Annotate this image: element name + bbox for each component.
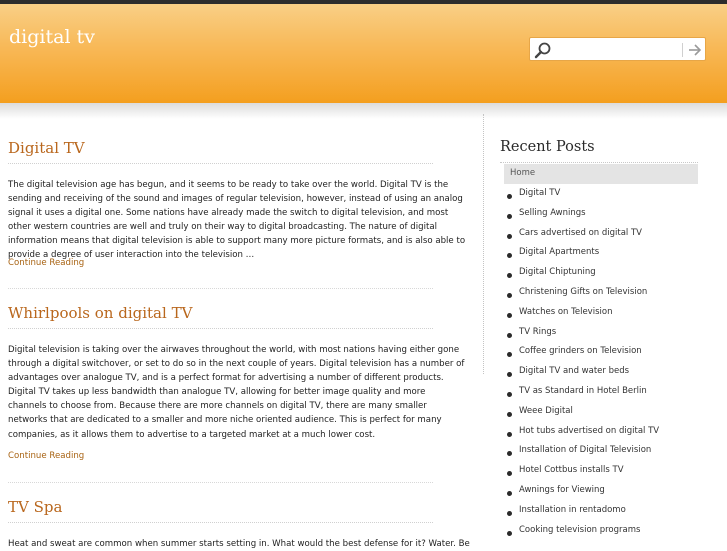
disc-bullet-icon [507, 253, 512, 258]
disc-bullet-icon [507, 352, 512, 357]
recent-post-item[interactable] [504, 204, 698, 224]
header-shadow [0, 103, 727, 119]
sidebar-divider [483, 114, 484, 374]
post-separator [8, 288, 433, 289]
recent-post-label: Installation in rentadomo [519, 504, 626, 515]
recent-post-label: Digital Chiptuning [519, 267, 596, 278]
post-digital-tv [8, 139, 466, 268]
site-title[interactable]: digital tv [9, 26, 95, 48]
recent-posts-heading: Recent Posts [500, 139, 595, 155]
recent-post-label: Christening Gifts on Television [519, 286, 648, 297]
recent-post-item[interactable] [504, 283, 698, 303]
search-separator [682, 43, 683, 57]
post-title-rule [8, 163, 433, 164]
recent-post-item[interactable] [504, 224, 698, 244]
disc-bullet-icon [507, 313, 512, 318]
recent-post-item[interactable] [504, 184, 698, 204]
recent-post-label: Watches on Television [519, 306, 613, 317]
recent-post-item[interactable] [504, 263, 698, 283]
disc-bullet-icon [507, 432, 512, 437]
recent-post-item[interactable] [504, 362, 698, 382]
sidebar-title-rule [500, 162, 698, 163]
post-title[interactable]: Whirlpools on digital TV [8, 304, 193, 322]
post-title-rule [8, 328, 433, 329]
site-header [0, 4, 727, 103]
recent-post-label: Digital Apartments [519, 247, 600, 258]
recent-posts-list [504, 164, 698, 540]
recent-post-label: Installation of Digital Television [519, 445, 652, 456]
arrow-right-icon[interactable] [685, 41, 705, 59]
post-excerpt: The digital television age has begun, and it seems to be ready to take over the world. Digital TV is the sending and receiving of the sound and images of regular television, however, instead of using an analog signal it uses a digital one. Some nations have already made the switch to digital television, and most other western countries are well and truly on their way to digital broadcasting. The nature of digital information means that digital television is able to support many more picture formats, and is also able to provide a degree of user interaction into the television … [8, 180, 466, 261]
disc-bullet-icon [507, 273, 512, 278]
recent-post-item[interactable] [504, 422, 698, 442]
recent-post-item[interactable] [504, 501, 698, 521]
main-content [0, 119, 482, 549]
recent-post-label: Hotel Cottbus installs TV [519, 465, 624, 476]
disc-bullet-icon [507, 511, 512, 516]
recent-post-item[interactable] [504, 342, 698, 362]
recent-post-item[interactable] [504, 323, 698, 343]
recent-post-label: TV as Standard in Hotel Berlin [519, 385, 647, 396]
disc-bullet-icon [507, 214, 512, 219]
recent-post-label: Weee Digital [519, 405, 573, 416]
recent-post-item[interactable] [504, 481, 698, 501]
disc-bullet-icon [507, 531, 512, 536]
recent-post-item[interactable] [504, 441, 698, 461]
recent-post-label: Cooking television programs [519, 524, 641, 535]
continue-reading-link[interactable]: Continue Reading [8, 258, 85, 268]
disc-bullet-icon [507, 293, 512, 298]
recent-post-label: Selling Awnings [519, 207, 586, 218]
post-title[interactable]: Digital TV [8, 139, 85, 157]
disc-bullet-icon [507, 194, 512, 199]
post-separator [8, 482, 433, 483]
recent-post-label: Coffee grinders on Television [519, 346, 642, 357]
disc-bullet-icon [507, 333, 512, 338]
post-title[interactable]: TV Spa [8, 498, 63, 516]
recent-item-home[interactable]: Home [504, 164, 698, 184]
continue-reading-link[interactable]: Continue Reading [8, 451, 85, 461]
post-title-rule [8, 522, 433, 523]
recent-post-item[interactable] [504, 521, 698, 541]
recent-post-label: Awnings for Viewing [519, 484, 605, 495]
recent-post-item[interactable] [504, 402, 698, 422]
disc-bullet-icon [507, 372, 512, 377]
recent-post-label: Digital TV and water beds [519, 366, 630, 377]
sidebar [500, 137, 700, 535]
recent-post-label: Hot tubs advertised on digital TV [519, 425, 660, 436]
post-excerpt: Digital television is taking over the airwaves throughout the world, with most nations having either gone through a digital switchover, or set to do so in the next couple of years. Digital television has a number of advantages over analogue TV, and is a perfect format for advertising a number of different products. Digital TV takes up less bandwidth than analogue TV, allowing for better image quality and more channels to choose from. Because there are more channels on digital TV, there are many smaller networks that are dedicated to a smaller and more niche oriented audience. This is perfect for many companies, as it allows them to advertise to a targeted market at a much lower cost. [8, 345, 465, 440]
recent-post-label: Cars advertised on digital TV [519, 227, 642, 238]
post-tv-spa [8, 498, 470, 549]
recent-post-item[interactable] [504, 303, 698, 323]
magnifier-icon [533, 41, 553, 59]
disc-bullet-icon [507, 491, 512, 496]
post-excerpt: Heat and sweat are common when summer starts setting in. What would the best defense for it? Water. Be [8, 539, 470, 549]
search-box [529, 37, 706, 61]
disc-bullet-icon [507, 392, 512, 397]
post-whirlpools [8, 304, 465, 461]
disc-bullet-icon [507, 471, 512, 476]
disc-bullet-icon [507, 451, 512, 456]
recent-post-item[interactable] [504, 382, 698, 402]
recent-post-item[interactable] [504, 243, 698, 263]
recent-post-label: TV Rings [519, 326, 557, 337]
search-input[interactable] [554, 40, 679, 58]
recent-post-label: Digital TV [519, 188, 561, 198]
recent-post-item[interactable] [504, 461, 698, 481]
disc-bullet-icon [507, 412, 512, 417]
disc-bullet-icon [507, 234, 512, 239]
